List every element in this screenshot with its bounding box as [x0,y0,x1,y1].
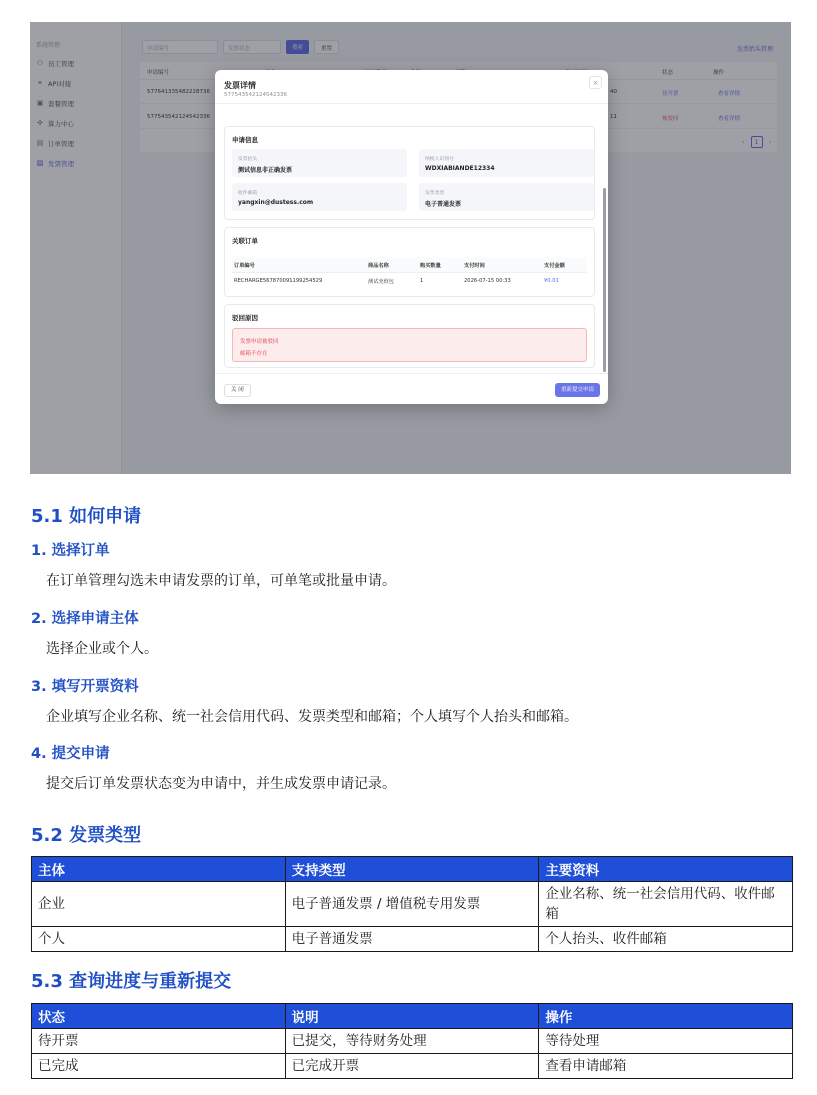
field-taxpayer-id: 纳税人识别号 WDXIABIANDE12334 [419,149,594,177]
order-icon: ▤ [36,139,44,147]
step-text-3: 企业填写企业名称、统一社会信用代码、发票类型和邮箱；个人填写个人抬头和邮箱。 [46,709,578,725]
close-icon[interactable]: × [589,76,602,89]
sidebar-header: 系统管理 [36,42,61,49]
embedded-screenshot [30,22,791,474]
invoice-type-table [31,856,793,952]
status-badge: 待开票 [662,91,679,97]
sidebar-item-order[interactable]: ▤ 订单管理 [36,139,74,148]
section-heading-5-2: 5.2 发票类型 [31,825,142,846]
reset-button[interactable]: 重置 [314,40,339,54]
invoice-icon: ▧ [36,159,44,167]
table-header: 申请编号 状态 操作 [140,62,777,80]
view-detail-link[interactable]: 查看详情 [718,116,741,122]
modal-title: 发票详情 [224,81,256,90]
table-row: 个人 电子普通发票 个人抬头、收件邮箱 [32,927,793,952]
close-button[interactable]: 关 闭 [224,384,251,397]
prev-page-button[interactable]: ‹ [742,138,745,146]
section-title: 关联订单 [232,237,258,245]
status-table [31,1003,793,1079]
view-detail-link[interactable]: 查看详情 [718,91,741,97]
table-row: 577543542124542336 11 被驳回 查看详情 [140,105,777,129]
section-title: 驳回原因 [232,314,258,322]
step-title-2: 2. 选择申请主体 [31,611,139,627]
modal-scrollbar[interactable] [603,188,606,372]
invoice-detail-modal [215,70,608,404]
step-title-3: 3. 填写开票资料 [31,679,139,695]
resubmit-button[interactable]: 重新提交申请 [555,383,600,397]
sidebar-item-package[interactable]: ▣ 套餐管理 [36,99,74,108]
section-title: 申请信息 [232,136,258,144]
table-row: 已完成 已完成开票 查看申请邮箱 [32,1054,793,1079]
section-heading-5-1: 5.1 如何申请 [31,506,142,527]
current-page[interactable]: 1 [751,136,763,148]
compute-icon: ✣ [37,119,43,127]
reject-reason-section [224,304,595,368]
field-invoice-title: 发票抬头 测试信息非正确发票 [232,149,407,177]
table-row: 企业 电子普通发票 / 增值税专用发票 企业名称、统一社会信用代码、收件邮箱 [32,882,793,927]
status-badge: 被驳回 [662,116,679,122]
apply-info-section [224,126,595,220]
field-email: 收件邮箱 yangxin@dustess.com [232,183,407,211]
related-order-section [224,227,595,297]
table-row: 577641335482228736 40 待开票 查看详情 [140,80,777,104]
table-row: 待开票 已提交，等待财务处理 等待处理 [32,1029,793,1054]
section-heading-5-3: 5.3 查询进度与重新提交 [31,971,232,992]
next-page-button[interactable]: › [768,138,771,146]
search-button[interactable]: 搜索 [286,40,309,54]
step-title-1: 1. 选择订单 [31,543,110,559]
user-icon: ⚇ [36,59,44,67]
sidebar-item-invoice[interactable]: ▧ 发票管理 [36,159,74,168]
table-row: RECHARGE56787009119925452​9 测试充值包 1 2026-07-15 00:33 ¥0.01 [234,278,559,285]
package-icon: ▣ [36,99,44,107]
link-icon: ⚭ [37,79,43,87]
invoice-title-manage-link[interactable]: 发票抬头管理 [736,46,773,53]
status-select[interactable]: 发票状态 [223,40,281,54]
step-text-2: 选择企业或个人。 [46,641,158,657]
divider [215,103,608,104]
reject-alert: 发票申请被驳回 邮箱不存在 [232,328,587,362]
table-header-row: 状态 说明 操作 [32,1004,793,1029]
sidebar-item-compute[interactable]: ✣ 算力中心 [37,119,74,128]
sidebar-item-staff[interactable]: ⚇ 员工管理 [36,59,74,68]
step-text-1: 在订单管理勾选未申请发票的订单，可单笔或批量申请。 [46,573,396,589]
field-invoice-type: 发票类型 电子普通发票 [419,183,594,211]
step-title-4: 4. 提交申请 [31,746,110,762]
order-table-header: 订单编号 商品名称 购买数量 支付时间 支付金额 [232,257,587,273]
modal-subtitle: 577543542124542336 [224,92,287,98]
application-id-input[interactable]: 申请编号 [142,40,218,54]
step-text-4: 提交后订单发票状态变为申请中，并生成发票申请记录。 [46,776,396,792]
divider [215,373,608,374]
table-header-row: 主体 支持类型 主要资料 [32,857,793,882]
sidebar-item-api[interactable]: ⚭ API对接 [37,79,72,88]
